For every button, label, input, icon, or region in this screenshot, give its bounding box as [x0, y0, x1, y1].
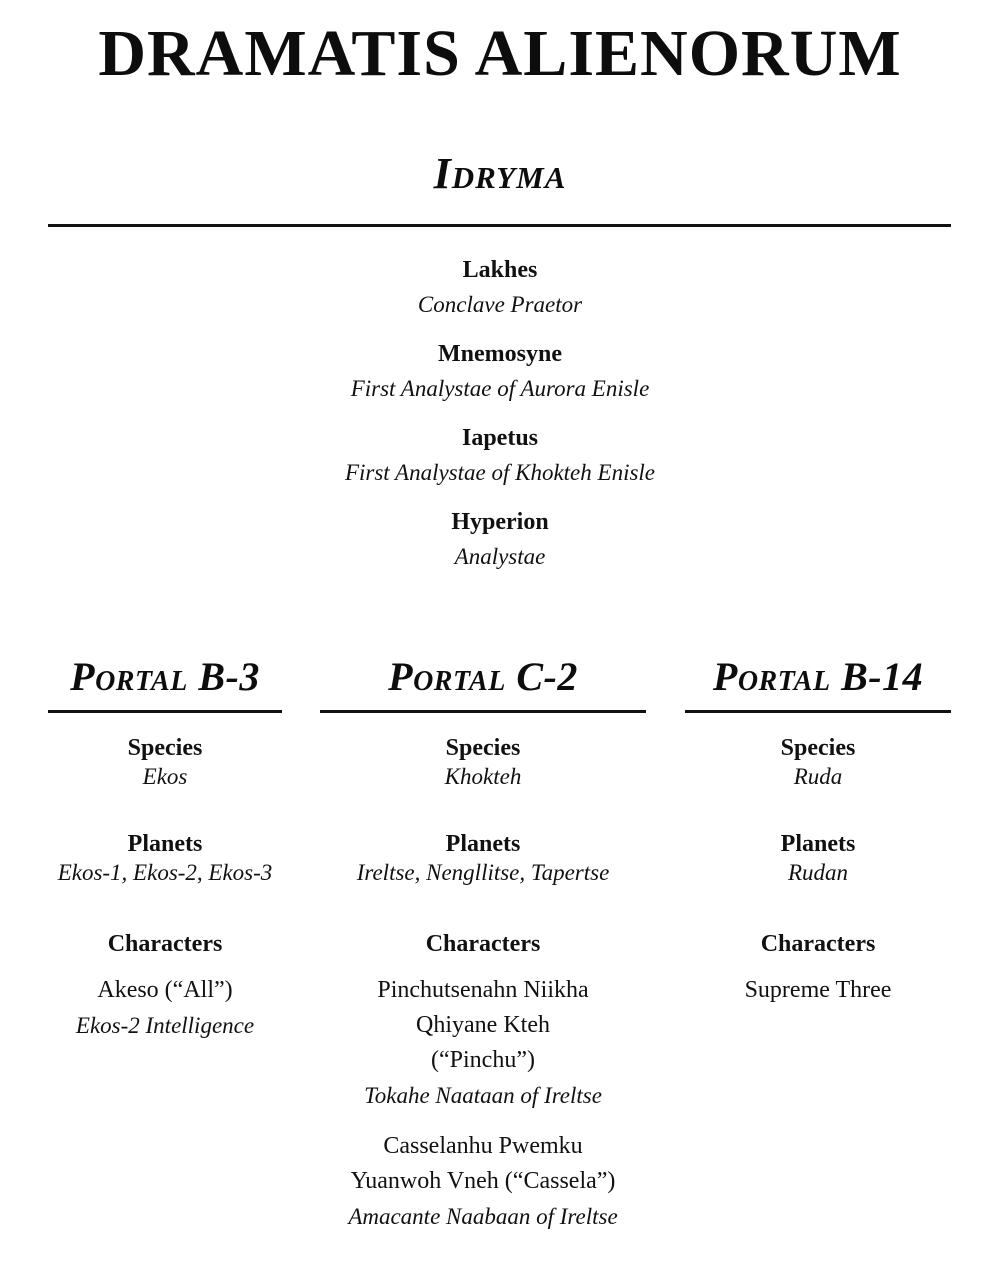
member-name: Hyperion [451, 509, 549, 535]
portal-heading: Portal B-14 [712, 654, 924, 699]
member-role: Conclave Praetor [417, 292, 583, 317]
idryma-member [0, 254, 1000, 324]
portal-divider [48, 710, 282, 713]
planets-label: Planets [127, 831, 203, 857]
character-entry [320, 1129, 646, 1234]
character-name: Supreme Three [744, 977, 892, 1003]
character-title: Tokahe Naataan of Ireltse [364, 1083, 602, 1108]
planets-value: Ekos-1, Ekos-2, Ekos-3 [57, 860, 273, 885]
species-field [320, 733, 646, 791]
member-role: First Analystae of Aurora Enisle [350, 376, 650, 401]
species-value: Khokteh [444, 764, 522, 789]
idryma-member-list [0, 254, 1000, 590]
character-name-line: Casselanhu Pwemku [383, 1133, 583, 1159]
character-entry [685, 973, 951, 1008]
character-name-line: (“Pinchu”) [431, 1047, 535, 1073]
character-entry [320, 973, 646, 1113]
idryma-member [0, 422, 1000, 492]
character-entry [48, 973, 282, 1043]
planets-value: Rudan [787, 860, 849, 885]
species-label: Species [780, 735, 856, 761]
character-name-line: Qhiyane Kteh [416, 1012, 550, 1038]
planets-label: Planets [445, 831, 521, 857]
member-name: Lakhes [462, 257, 538, 283]
portal-heading: Portal B-3 [70, 654, 260, 699]
species-value: Ekos [142, 764, 188, 789]
portal-heading: Portal C-2 [388, 654, 578, 699]
idryma-heading: Idryma [433, 149, 567, 198]
character-name-line: Yuanwoh Vneh (“Cassela”) [350, 1168, 616, 1194]
portal-divider [685, 710, 951, 713]
portal-column-b3 [48, 650, 282, 1043]
member-name: Mnemosyne [438, 341, 562, 367]
idryma-member [0, 338, 1000, 408]
species-label: Species [445, 735, 521, 761]
idryma-member [0, 506, 1000, 576]
species-field [685, 733, 951, 791]
species-field [48, 733, 282, 791]
character-name-line: Pinchutsenahn Niikha [377, 977, 589, 1003]
planets-field [685, 829, 951, 887]
planets-label: Planets [780, 831, 856, 857]
character-title: Amacante Naabaan of Ireltse [348, 1204, 618, 1229]
characters-label: Characters [425, 931, 541, 957]
planets-field [48, 829, 282, 887]
character-title: Ekos-2 Intelligence [75, 1013, 255, 1038]
idryma-divider [48, 224, 951, 227]
species-value: Ruda [793, 764, 843, 789]
characters-label: Characters [107, 931, 223, 957]
member-role: Analystae [454, 544, 546, 569]
member-role: First Analystae of Khokteh Enisle [344, 460, 656, 485]
member-name: Iapetus [461, 425, 539, 451]
character-name: Akeso (“All”) [97, 977, 233, 1003]
species-label: Species [127, 735, 203, 761]
characters-label: Characters [760, 931, 876, 957]
portal-divider [320, 710, 646, 713]
page-title: DRAMATIS ALIENORUM [98, 17, 902, 90]
planets-value: Ireltse, Nengllitse, Tapertse [356, 860, 610, 885]
portal-column-b14 [685, 650, 951, 1008]
portal-column-c2 [320, 650, 646, 1234]
planets-field [320, 829, 646, 887]
